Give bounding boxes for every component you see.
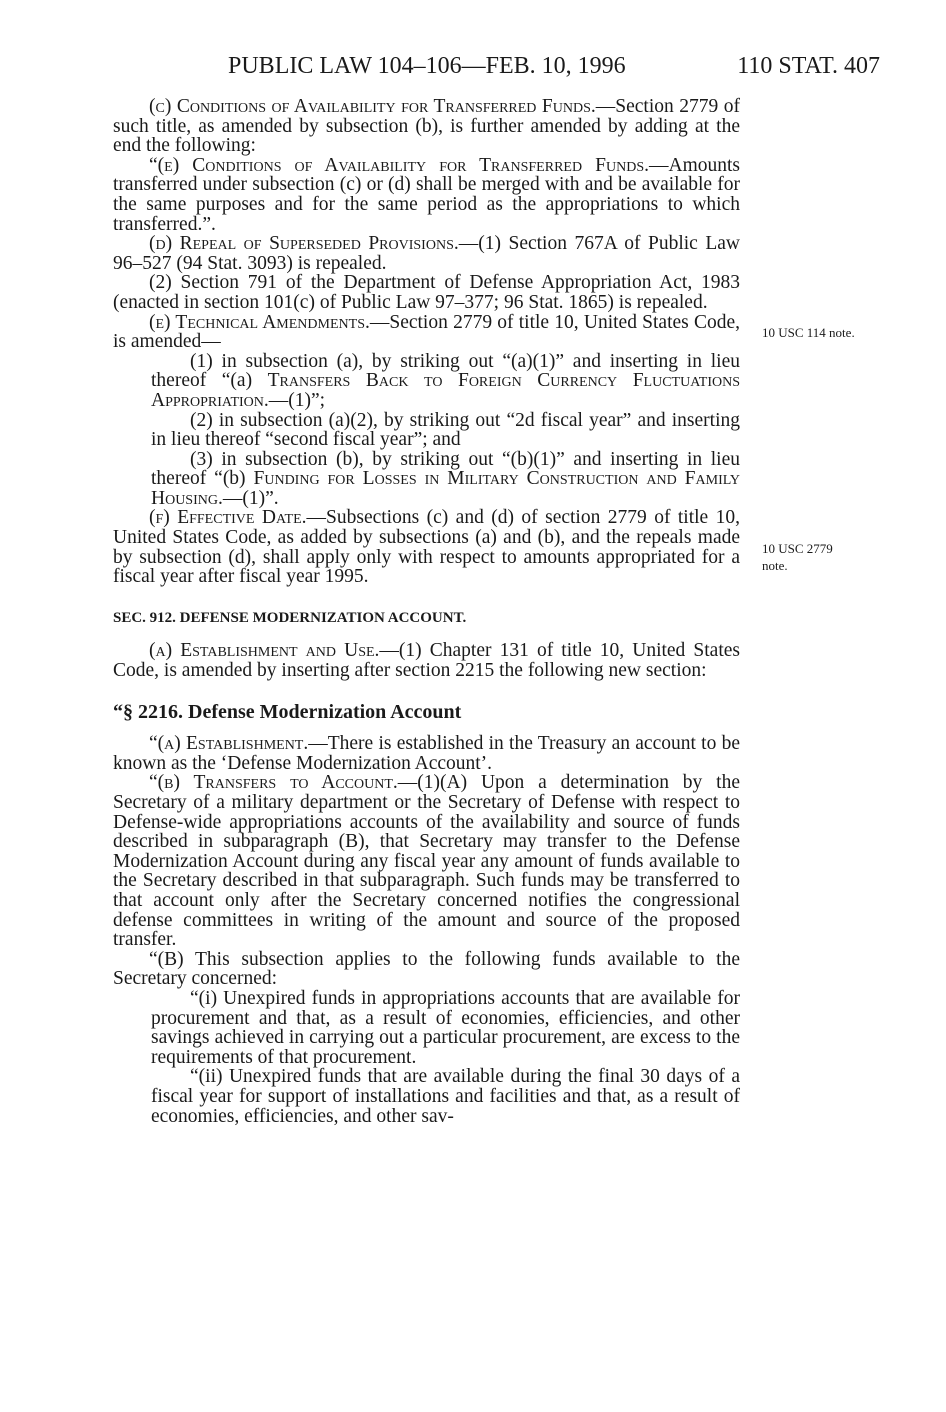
paragraph-quoted-e: “(e) Conditions of Availability for Transferred Funds.—Amounts transferred under subsection (c) or (d) shall be merged with and be available for the same purposes and for the same period as the appropriations to which transferred.”. bbox=[113, 154, 740, 235]
paragraph-e1: (1) in subsection (a), by striking out “(a)(1)” and inserting in lieu thereof “(a) Transfers Back to Foreign Currency Fluctuations Appropriation.—(1)”; bbox=[151, 350, 741, 411]
paragraph-quoted-a: “(a) Establishment.—There is established in the Treasury an account to be known as the ‘Defense Modernization Account’. bbox=[113, 733, 740, 774]
margin-note-note: note. bbox=[762, 558, 788, 573]
margin-note-usc-2779: 10 USC 2779 bbox=[762, 541, 833, 556]
paragraph-f: (f) Effective Date.—Subsections (c) and (d) of section 2779 of title 10, United States Code, as added by subsections (a) and (b), and the repeals made by subsection (d), shall apply only with respect to amounts appropriated for a fiscal year after fiscal year 1995. bbox=[113, 507, 741, 588]
header-page-ref: 110 STAT. 407 bbox=[737, 53, 880, 79]
section-912-heading: SEC. 912. DEFENSE MODERNIZATION ACCOUNT. bbox=[113, 609, 467, 626]
section-2216-heading: “§ 2216. Defense Modernization Account bbox=[113, 700, 462, 723]
paragraph-d: (d) Repeal of Superseded Provisions.—(1) Section 767A of Public Law 96–527 (94 Stat. 3093) is repealed. bbox=[113, 233, 740, 274]
paragraph-e: (e) Technical Amendments.—Section 2779 of title 10, United States Code, is amended— bbox=[113, 311, 741, 353]
margin-note-usc-114: 10 USC 114 note. bbox=[762, 325, 855, 340]
paragraph-quoted-B: “(B) This subsection applies to the following funds available to the Secretary concerned: bbox=[113, 948, 740, 990]
header-title: PUBLIC LAW 104–106—FEB. 10, 1996 bbox=[228, 53, 626, 79]
paragraph-quoted-ii: “(ii) Unexpired funds that are available during the final 30 days of a fiscal year for support of installations and facilities and that, as a result of economies, efficiencies, and other sav- bbox=[151, 1066, 740, 1127]
body-text bbox=[113, 97, 740, 1126]
paragraph-c: (c) Conditions of Availability for Transferred Funds.—Section 2779 of such title, as amended by subsection (b), is further amended by adding at the end the following: bbox=[113, 96, 741, 157]
paragraph-d2: (2) Section 791 of the Department of Defense Appropriation Act, 1983 (enacted in section 101(c) of Public Law 97–377; 96 Stat. 1865) is repealed. bbox=[113, 272, 740, 313]
paragraph-e2: (2) in subsection (a)(2), by striking out “2d fiscal year” and inserting in lieu thereof “second fiscal year”; and bbox=[151, 409, 740, 451]
paragraph-quoted-b: “(b) Transfers to Account.—(1)(A) Upon a determination by the Secretary of a military department or the Secretary of Defense with respect to Defense-wide appropriations accounts of the availability and source of funds described in subparagraph (B), that Secretary may transfer to the Defense Modernization Account during any fiscal year any amount of funds available to the Secretary described in that subparagraph. Such funds may be transferred to that account only after the Secretary concerned notifies the congressional defense committees in writing of the amount and source of the proposed transfer. bbox=[113, 772, 740, 951]
running-header bbox=[228, 52, 880, 80]
paragraph-a: (a) Establishment and Use.—(1) Chapter 131 of title 10, United States Code, is amended by inserting after section 2215 the following new section: bbox=[113, 640, 740, 682]
paragraph-e3: (3) in subsection (b), by striking out “(b)(1)” and inserting in lieu thereof “(b) Funding for Losses in Military Construction and Family Housing.—(1)”. bbox=[151, 448, 740, 509]
paragraph-quoted-i: “(i) Unexpired funds in appropriations accounts that are available for procurement and that, as a result of economies, efficiencies, and other savings achieved in carrying out a particular procurement, are excess to the requirements of that procurement. bbox=[151, 987, 740, 1068]
